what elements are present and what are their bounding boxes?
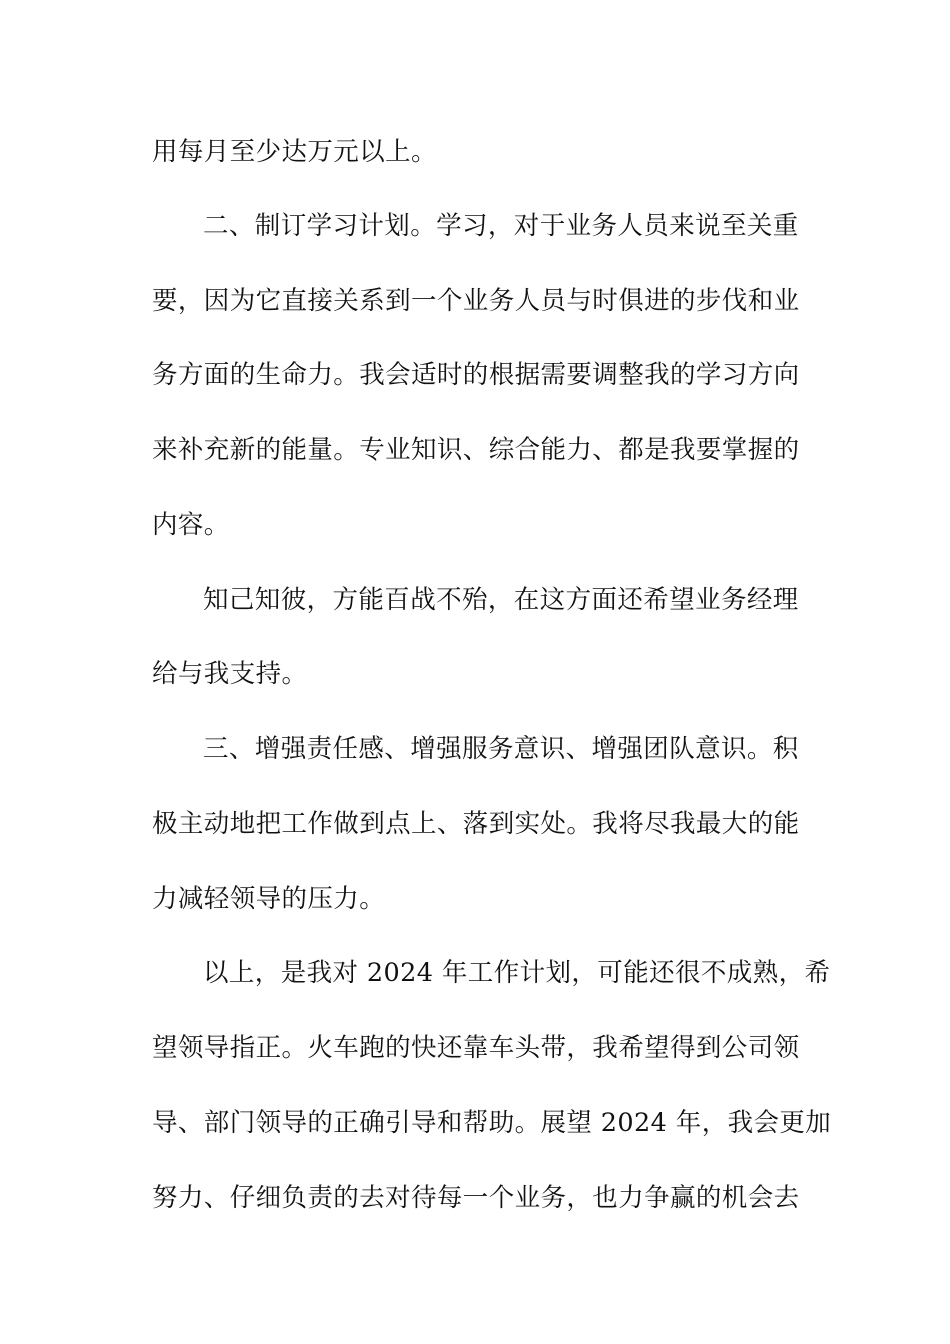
text-line: 要，因为它直接关系到一个业务人员与时俱进的步伐和业 (152, 286, 800, 316)
text-line: 三、增强责任感、增强服务意识、增强团队意识。积 (203, 734, 799, 764)
text-line: 务方面的生命力。我会适时的根据需要调整我的学习方向 (152, 360, 800, 390)
text-line: 望领导指正。火车跑的快还靠车头带，我希望得到公司领 (152, 1033, 800, 1063)
text-line: 以上，是我对 2024 年工作计划，可能还很不成熟，希 (203, 958, 831, 988)
text-line: 用每月至少达万元以上。 (152, 137, 437, 167)
text-line: 内容。 (152, 510, 230, 540)
text-line: 导、部门领导的正确引导和帮助。展望 2024 年，我会更加 (152, 1108, 832, 1138)
text-line: 给与我支持。 (152, 659, 308, 689)
text-line: 力减轻领导的压力。 (152, 884, 386, 914)
text-line: 努力、仔细负责的去对待每一个业务，也力争赢的机会去 (152, 1183, 800, 1213)
text-line: 极主动地把工作做到点上、落到实处。我将尽我最大的能 (152, 809, 800, 839)
text-line: 二、制订学习计划。学习，对于业务人员来说至关重 (203, 211, 799, 241)
text-line: 知己知彼，方能百战不殆，在这方面还希望业务经理 (203, 585, 799, 615)
text-line: 来补充新的能量。专业知识、综合能力、都是我要掌握的 (152, 435, 800, 465)
